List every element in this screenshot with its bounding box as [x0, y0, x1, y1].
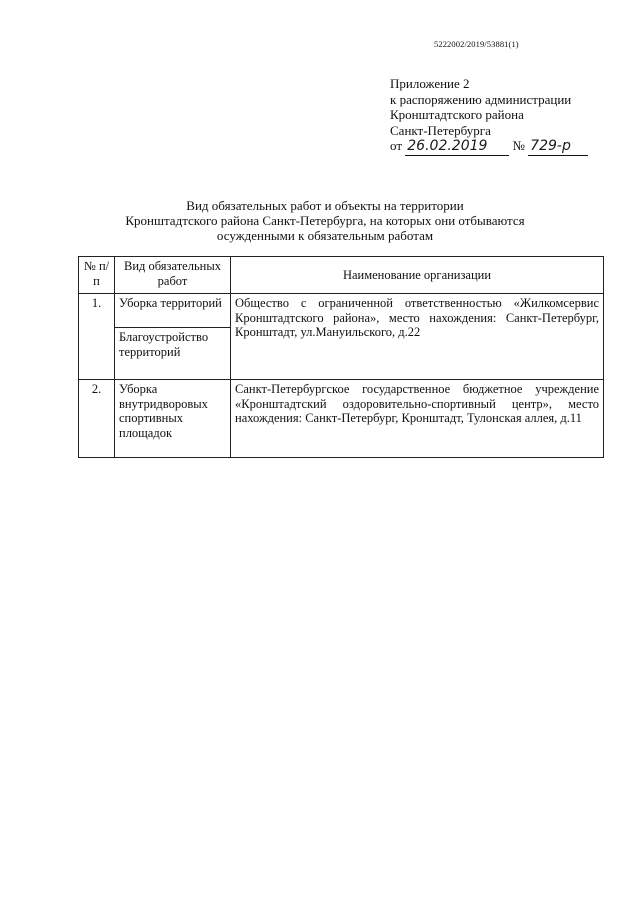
appendix-block: [390, 76, 588, 156]
row-num: 1.: [79, 294, 115, 380]
row-work: Благоустройство территорий: [115, 328, 231, 380]
header-org: Наименование организации: [231, 257, 604, 294]
header-work: Вид обязательных работ: [115, 257, 231, 294]
works-table-wrapper: [78, 256, 604, 458]
row-work: Уборка внутридворовых спортивных площадок: [115, 380, 231, 458]
date-prefix: от: [390, 138, 403, 153]
works-table: [78, 256, 604, 458]
number-sign: №: [512, 138, 525, 153]
document-title: [120, 198, 530, 243]
row-org: Общество с ограниченной ответственностью «Жилкомсервис Кронштадтского района», место нахождения: Санкт-Петербург, Кронштадт, ул.Мануильского, д.22: [231, 294, 604, 380]
title-line-2: Кронштадтского района Санкт-Петербурга, на которых они отбываются: [125, 213, 525, 228]
row-work: Уборка территорий: [115, 294, 231, 328]
document-number: 5222002/2019/53881(1): [434, 39, 519, 49]
appendix-title: Приложение 2: [390, 76, 470, 91]
handwritten-number: 729-р: [528, 139, 588, 156]
row-org: Санкт-Петербургское государственное бюджетное учреждение «Кронштадтский оздоровительно-спортивный центр», место нахождения: Санкт-Петербург, Кронштадт, Тулонская аллея, д.11: [231, 380, 604, 458]
table-header-row: [79, 257, 604, 294]
title-line-3: осужденными к обязательным работам: [216, 228, 434, 243]
table-row: [79, 294, 604, 328]
row-num: 2.: [79, 380, 115, 458]
header-num: № п/п: [79, 257, 115, 294]
appendix-date-line: [390, 138, 588, 156]
appendix-order-line: к распоряжению администрации: [390, 91, 572, 107]
table-row: [79, 380, 604, 458]
appendix-district-line: Кронштадтского района: [390, 107, 524, 122]
handwritten-date: 26.02.2019: [405, 139, 509, 156]
title-line-1: Вид обязательных работ и объекты на территории: [186, 198, 464, 213]
appendix-city-line: Санкт-Петербурга: [390, 122, 491, 138]
